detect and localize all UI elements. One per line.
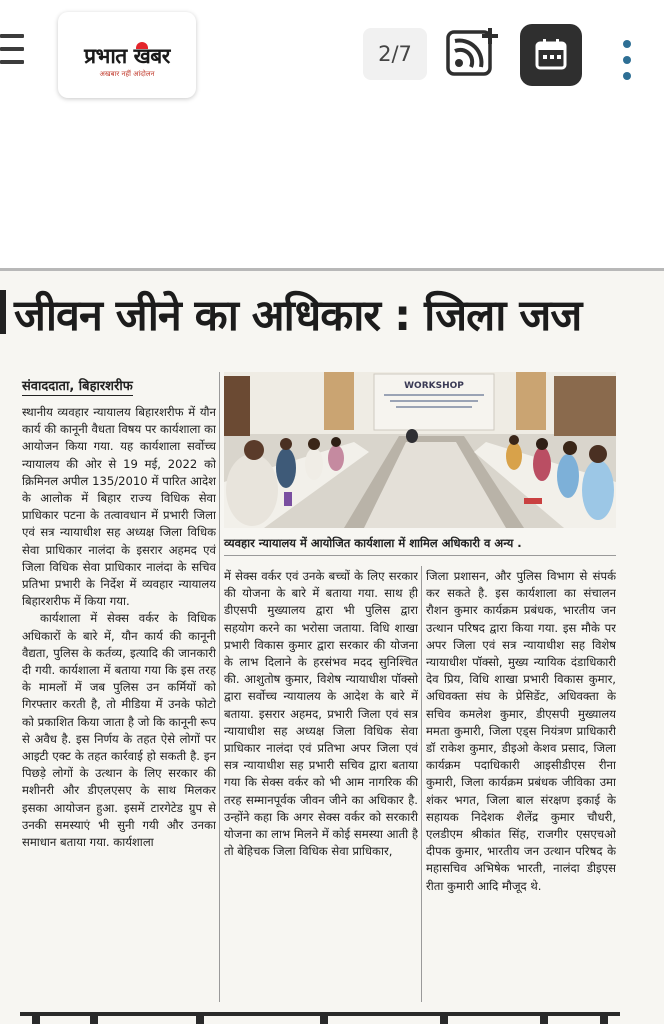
banner-text: WORKSHOP bbox=[404, 381, 464, 391]
next-headline-partial bbox=[20, 1002, 620, 1024]
calendar-button[interactable] bbox=[520, 24, 582, 86]
column-divider bbox=[421, 566, 422, 1002]
epaper-clipping[interactable] bbox=[0, 268, 664, 1024]
column-2-text: में सेक्स वर्कर एवं उनके बच्चों के लिए सरकार की योजना के बारे में बताया गया. साथ ही डीएसपी मुख्यालय द्वारा भी पुलिस द्वारा सहयोग करने का भरोसा जताया. विधि शाखा प्रभारी विकास कुमार द्वारा सरकार की योजना के लाभ दिलाने के हरसंभव मदद सुनिश्चित की. आशुतोष कुमार, विशेष न्यायाधीश पॉक्सो द्वारा सर्वोच्च न्यायालय के आदेश के बारे में बताया. इसरार अहमद, प्रभारी जिला एवं सत्र न्यायाधीश सह अध्यक्ष जिला विधिक सेवा प्राधिकार नालंदा एवं प्रतिभा अपर जिला एवं सत्र न्यायाधीश सह प्रभारी सचिव द्वारा बताया गया कि सेक्स वर्कर को भी आम नागरिक की तरह सम्मानपूर्वक जीवन जीने का अधिकार है. उन्होंने कहा कि अगर सेक्स वर्कर को सरकारी योजना का लाभ मिलने में कोई समस्या आती है तो बेहिचक जिला विधिक सेवा प्राधिकार, bbox=[224, 569, 418, 859]
calendar-icon bbox=[534, 37, 568, 71]
photo-caption: व्यवहार न्यायालय में आयोजित कार्यशाला में शामिल अधिकारी व अन्य . bbox=[224, 536, 522, 550]
logo-tagline: अखबार नहीं आंदोलन bbox=[99, 70, 155, 78]
article-byline: संवाददाता, बिहारशरीफ bbox=[22, 376, 133, 396]
logo-text: प्रभात खबर bbox=[84, 43, 170, 68]
article-headline: जीवन जीने का अधिकार : जिला जज bbox=[14, 291, 582, 341]
clipping-edge bbox=[0, 268, 664, 271]
column-1-paragraph-2: कार्यशाला में सेक्स वर्कर के विधिक अधिकारों के बारे में, यौन कार्य की कानूनी वैद्यता, पुलिस के कर्तव्य, इत्यादि की जानकारी दी गयी. कार्यशाला में बताया गया कि इस तरह के मामलों में जब पुलिस उन कर्मियों को गिरफ्तार करती है, तो मीडिया में उनके फोटो को प्रकाशित किया जाता है जो कि कानूनी रूप से अवैध है. इस निर्णय के तहत ऐसे लोगों पर आइटी एक्ट के तहत कार्रवाई हो सकती है. इन पिछड़े लोगों के उत्थान के लिए सरकार की मशीनरी और डीएलएसए के साथ मिलकर इसका आयोजन हुआ. इसमें टारगेटेड ग्रुप से उनकी समस्याएं भी सुनी गयी और उनका समाधान बताया गया. कार्यशाला bbox=[22, 611, 216, 850]
column-1-paragraph-1: स्थानीय व्यवहार न्यायालय बिहारशरीफ में यौन कार्य की कानूनी वैधता विषय पर कार्यशाला का आयोजन किया गया. यह कार्यशाला सर्वोच्च न्यायालय की ओर से 19 मई, 2022 को क्रिमिनल अपील 135/2010 में पारित आदेश के आलोक में बिहार राज्य विधिक सेवा प्राधिकार पटना के तत्वावधान में प्रभारी जिला एवं सत्र न्यायाधीश सह अध्यक्ष जिला विधिक सेवा प्राधिकार नालंदा के इसरार अहमद एवं जिला विधिक सेवा प्राधिकार नालंदा के सचिव प्रतिभा प्रभारी के निर्देश में व्यवहार न्यायालय बिहारशरीफ में किया गया. bbox=[22, 405, 216, 609]
page-counter[interactable]: 2/7 bbox=[363, 28, 427, 80]
column-3-text: जिला प्रशासन, और पुलिस विभाग से संपर्क कर सकते है. इस कार्यशाला का संचालन रौशन कुमार कार्यक्रम प्रबंधक, भारतीय जन उत्थान परिषद द्वारा किया गया. इस मौके पर अपर जिला एवं सत्र न्यायाधीश सह विशेष न्यायाधीश पॉक्सो, मुख्य न्यायिक दंडाधिकारी देव प्रिय, विधि शाखा प्रभारी विकास कुमार, अधिवक्ता संघ के प्रेसिडेंट, अधिवक्ता के सचिव कमलेश कुमार, डीएसपी मुख्यालय ममता कुमारी, जिला एड्स नियंत्रण प्राधिकारी डॉ राकेश कुमार, डीइओ केशव प्रसाद, जिला कार्यक्रम पदाधिकारी आइसीडीएस रीना कुमारी, जिला कार्यक्रम प्रबंधक जीविका उमा शंकर भगत, जिला बाल संरक्षण इकाई के सहायक निदेशक शैलेंद्र कुमार चौधरी, एलडीएम श्रीकांत सिंह, राजगीर एसएचओ दीपक कुमार, भारतीय जन उत्थान परिषद के महासचिव अभिषेक भारती, नालंदा डीइएस रीता कुमारी आदि मौजूद थे. bbox=[426, 569, 616, 893]
article-column-2 bbox=[224, 568, 418, 1024]
column-divider bbox=[219, 372, 220, 1002]
menu-icon[interactable] bbox=[0, 32, 24, 66]
publication-logo[interactable] bbox=[58, 12, 196, 98]
app-header bbox=[0, 0, 664, 110]
headline-marker bbox=[0, 290, 6, 334]
article-column-1 bbox=[22, 404, 216, 1024]
article-column-3 bbox=[426, 568, 616, 1024]
rss-icon[interactable] bbox=[444, 24, 502, 82]
caption-divider bbox=[224, 555, 616, 556]
workshop-photo bbox=[224, 372, 616, 528]
more-vertical-icon[interactable] bbox=[620, 40, 634, 82]
